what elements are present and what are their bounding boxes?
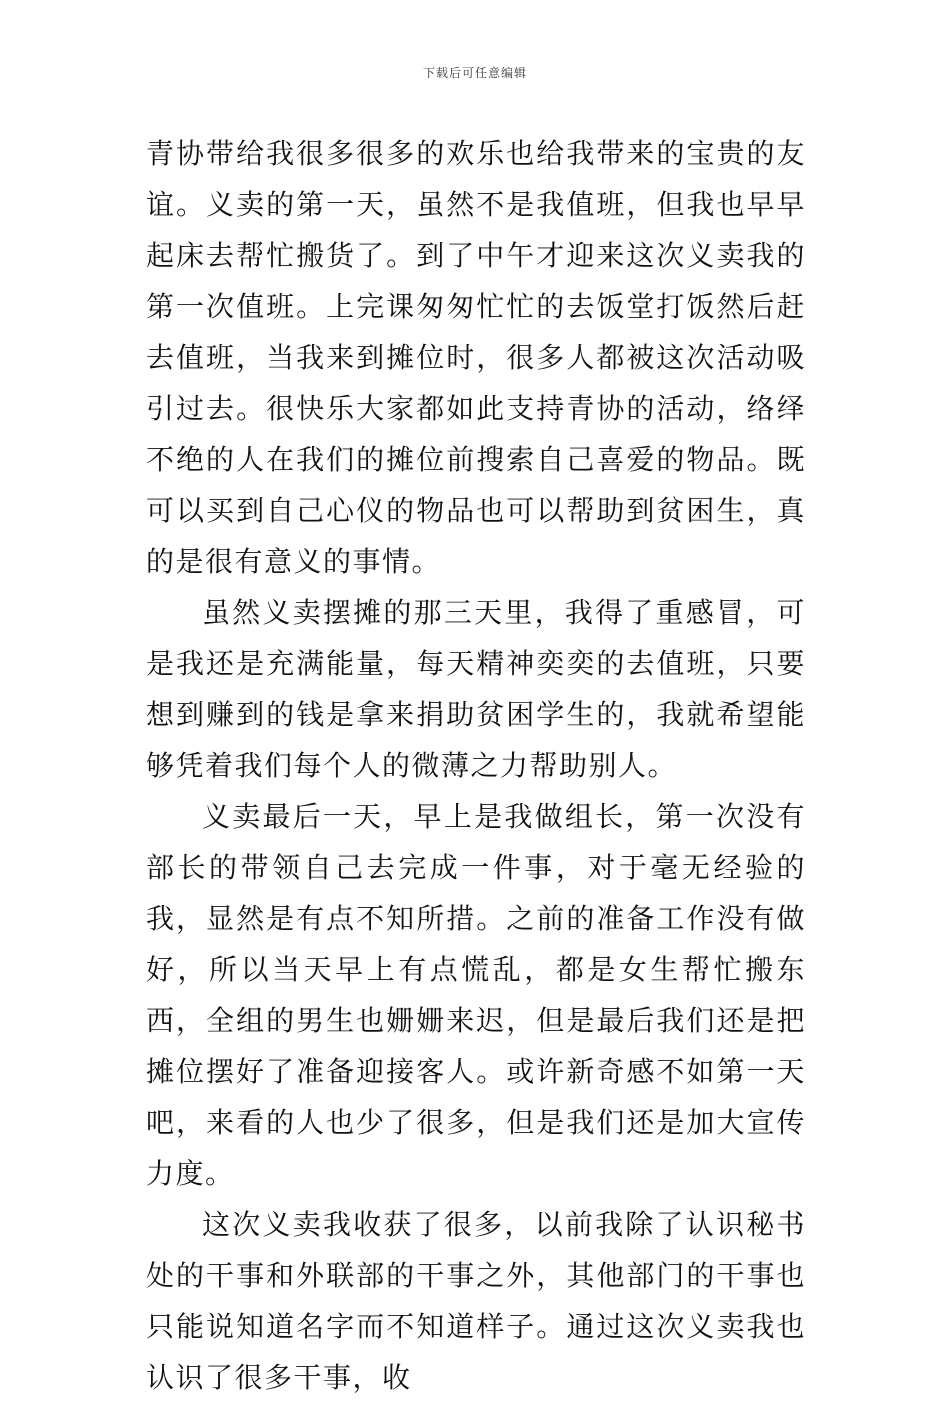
paragraph-2: 虽然义卖摆摊的那三天里，我得了重感冒，可是我还是充满能量，每天精神奕奕的去值班，只要想到赚到的钱是拿来捐助贫困学生的，我就希望能够凭着我们每个人的微薄之力帮助别人。 <box>146 596 806 782</box>
paragraph-3: 义卖最后一天，早上是我做组长，第一次没有部长的带领自己去完成一件事，对于毫无经验的我，显然是有点不知所措。之前的准备工作没有做好，所以当天早上有点慌乱，都是女生帮忙搬东西，全组的男生也姗姗来迟，但是最后我们还是把摊位摆好了准备迎接客人。或许新奇感不如第一天吧，来看的人也少了很多，但是我们还是加大宣传力度。 <box>146 800 806 1190</box>
page-header-note: 下载后可任意编辑 <box>422 66 527 80</box>
document-body <box>146 128 806 1403</box>
paragraph-1: 青协带给我很多很多的欢乐也给我带来的宝贵的友谊。义卖的第一天，虽然不是我值班，但我也早早起床去帮忙搬货了。到了中午才迎来这次义卖我的第一次值班。上完课匆匆忙忙的去饭堂打饭然后赶去值班，当我来到摊位时，很多人都被这次活动吸引过去。很快乐大家都如此支持青协的活动，络绎不绝的人在我们的摊位前搜索自己喜爱的物品。既可以买到自己心仪的物品也可以帮助到贫困生，真的是很有意义的事情。 <box>146 137 806 578</box>
paragraph-4: 这次义卖我收获了很多，以前我除了认识秘书处的干事和外联部的干事之外，其他部门的干事也只能说知道名字而不知道样子。通过这次义卖我也认识了很多干事，收 <box>146 1208 806 1394</box>
